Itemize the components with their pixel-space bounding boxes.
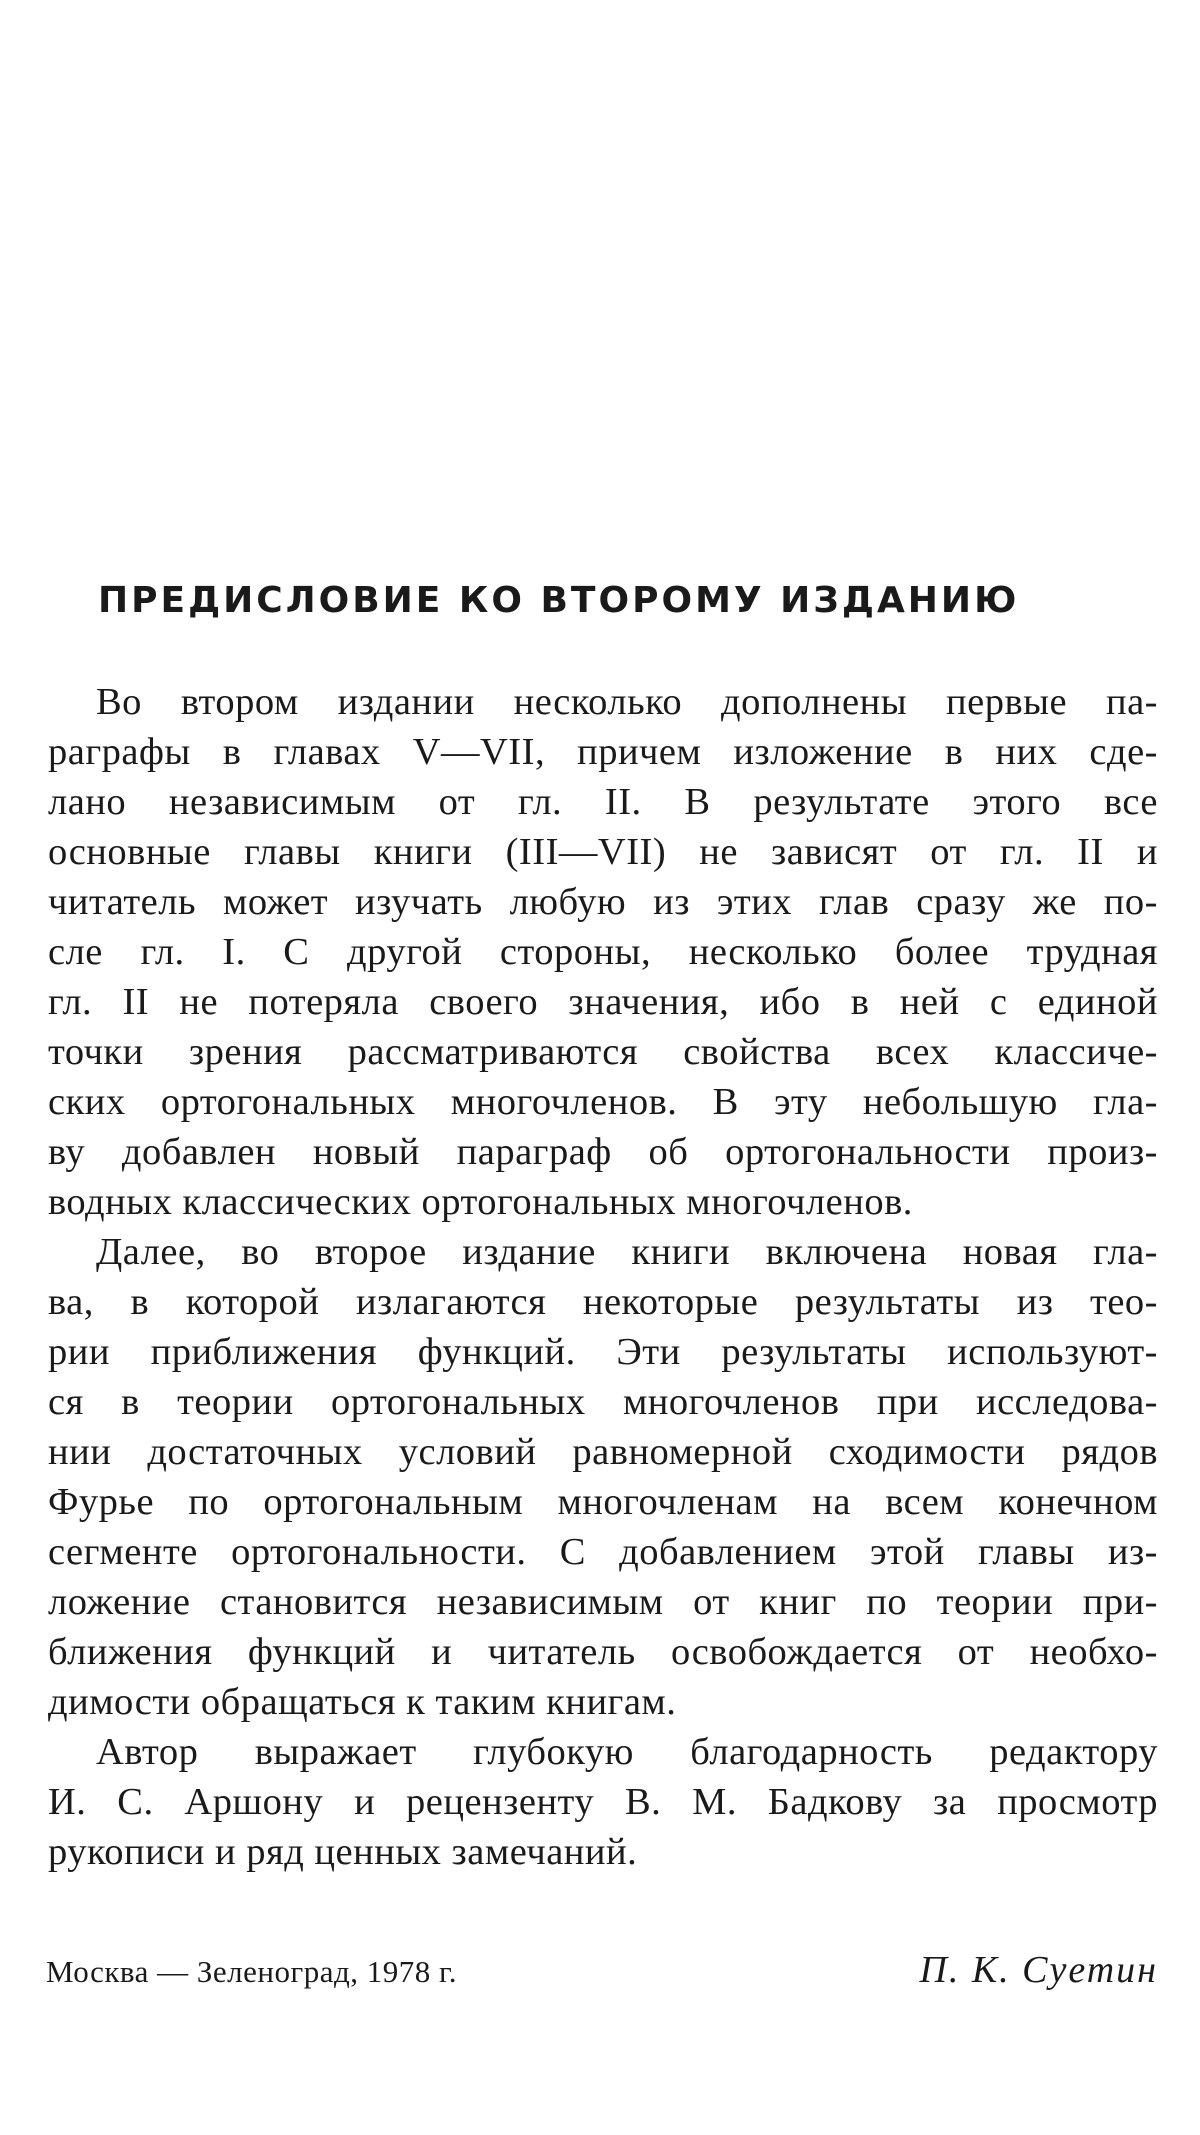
text-line: рукописи и ряд ценных замечаний. <box>48 1831 638 1873</box>
preface-body <box>48 677 1158 1877</box>
text-line: Фурье по ортогональным многочленам на всем конечном <box>48 1481 1158 1523</box>
place-and-date: Москва — Зеленоград, 1978 г. <box>46 1954 457 1989</box>
paragraph <box>48 677 1158 1227</box>
text-line: ских ортогональных многочленов. В эту небольшую гла- <box>48 1081 1158 1123</box>
text-line: рии приближения функций. Эти результаты используют- <box>48 1331 1158 1373</box>
text-line: сле гл. I. С другой стороны, несколько более трудная <box>48 931 1158 973</box>
text-line: ближения функций и читатель освобождается от необхо- <box>48 1631 1158 1673</box>
text-line: ва, в которой излагаются некоторые результаты из тео- <box>48 1281 1158 1323</box>
text-line: Далее, во второе издание книги включена новая гла- <box>96 1231 1158 1273</box>
text-line: читатель может изучать любую из этих глав сразу же по- <box>48 881 1158 923</box>
text-line: сегменте ортогональности. С добавлением этой главы из- <box>48 1531 1158 1573</box>
author-signature: П. К. Суетин <box>919 1949 1158 1991</box>
text-line: точки зрения рассматриваются свойства всех классиче- <box>48 1031 1158 1073</box>
text-line: водных классических ортогональных многочленов. <box>48 1181 913 1223</box>
text-line: ву добавлен новый параграф об ортогональности произ- <box>48 1131 1158 1173</box>
text-line: Автор выражает глубокую благодарность редактору <box>96 1731 1158 1773</box>
text-line: ложение становится независимым от книг по теории при- <box>48 1581 1158 1623</box>
text-line: гл. II не потеряла своего значения, ибо в ней с единой <box>48 981 1158 1023</box>
text-line: лано независимым от гл. II. В результате этого все <box>48 781 1158 823</box>
text-line: И. С. Аршону и рецензенту В. М. Бадкову за просмотр <box>48 1781 1158 1823</box>
text-line: Во втором издании несколько дополнены первые па- <box>96 681 1158 723</box>
text-line: основные главы книги (III—VII) не зависят от гл. II и <box>48 831 1158 873</box>
text-line: димости обращаться к таким книгам. <box>48 1681 677 1723</box>
paragraph <box>48 1727 1158 1877</box>
text-line: нии достаточных условий равномерной сходимости рядов <box>48 1431 1158 1473</box>
preface-footer <box>46 1946 1158 1996</box>
page-title: ПРЕДИСЛОВИЕ КО ВТОРОМУ ИЗДАНИЮ <box>98 580 1020 621</box>
paragraph <box>48 1227 1158 1727</box>
text-line: раграфы в главах V—VII, причем изложение в них сде- <box>48 731 1158 773</box>
text-line: ся в теории ортогональных многочленов при исследова- <box>48 1381 1158 1423</box>
